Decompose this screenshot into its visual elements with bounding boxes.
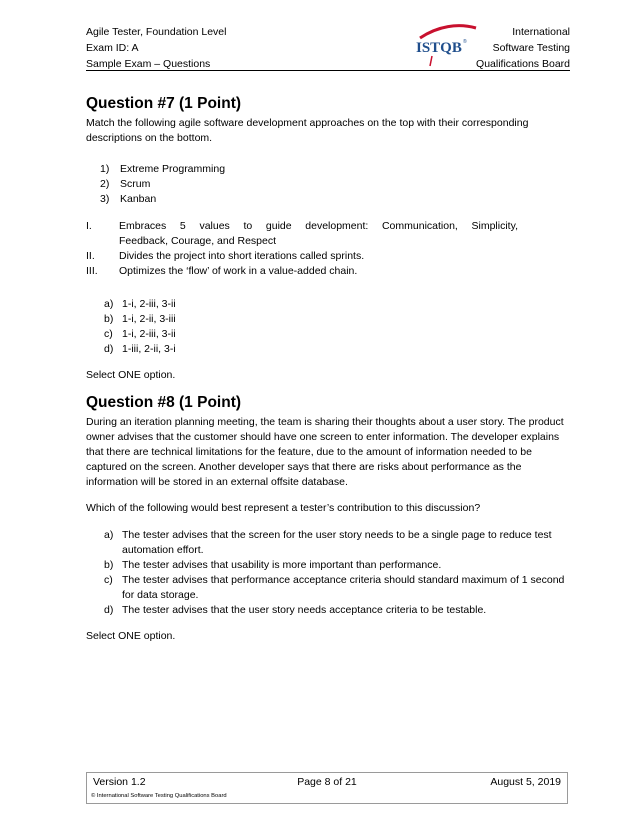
- answer-option: d) 1-iii, 2-ii, 3-i: [104, 343, 176, 355]
- q8-options: [86, 528, 570, 618]
- list-item: I. Embraces 5 values to guide development: Communication, Simplicity,: [86, 220, 518, 232]
- page-header: [86, 24, 570, 70]
- list-item-continuation: Feedback, Courage, and Respect: [119, 235, 277, 247]
- footer-page-number: Page 8 of 21: [297, 776, 357, 788]
- header-doc-type: Sample Exam – Questions: [86, 58, 211, 70]
- header-org-line-1: International: [512, 26, 570, 38]
- answer-option: b) 1-i, 2-ii, 3-iii: [104, 313, 176, 325]
- footer-version: Version 1.2: [93, 776, 146, 788]
- q8-question: Which of the following would best represent a tester’s contribution to this discussion?: [86, 502, 481, 514]
- logo-text: ISTQB: [416, 40, 462, 56]
- answer-option: d) The tester advises that the user story needs acceptance criteria to be testable.: [104, 604, 487, 616]
- q7-approaches: [86, 162, 570, 207]
- header-divider: [86, 70, 570, 71]
- answer-option: a) 1-i, 2-iii, 3-ii: [104, 298, 176, 310]
- list-item: 3) Kanban: [100, 193, 157, 205]
- answer-option: a) The tester advises that the screen for the user story needs to be a single page to reduce test automation effort.: [104, 529, 552, 556]
- page-footer: [86, 772, 568, 804]
- header-right: [476, 24, 570, 72]
- istqb-logo-graphic: [410, 24, 480, 68]
- list-item: 2) Scrum: [100, 178, 151, 190]
- footer-copyright: © International Software Testing Qualifications Board: [91, 793, 227, 799]
- header-course: Agile Tester, Foundation Level: [86, 26, 227, 38]
- q7-instruction: Select ONE option.: [86, 369, 176, 381]
- answer-option: b) The tester advises that usability is more important than performance.: [104, 559, 442, 571]
- q7-options: [86, 297, 570, 357]
- svg-text:®: ®: [463, 39, 467, 45]
- answer-option: c) The tester advises that performance acceptance criteria should standard maximum of 1 second for data storage.: [104, 574, 565, 601]
- q8-scenario: During an iteration planning meeting, the team is sharing their thoughts about a user story. The product owner advises that the customer should have one screen to enter information. The developer explains that there are technical limitations for the feature, due to the amount of information needed to be captured on the screen. Another developer says that there are risks about performance as the information will be stored in an external offsite database.: [86, 416, 564, 488]
- answer-option: c) 1-i, 2-iii, 3-ii: [104, 328, 176, 340]
- q8-title: Question #8 (1 Point): [86, 394, 242, 411]
- q7-descriptions: [86, 219, 570, 279]
- istqb-logo: [410, 24, 480, 68]
- footer-date: August 5, 2019: [490, 776, 561, 788]
- q7-intro: Match the following agile software development approaches on the top with their corresponding descriptions on the bottom.: [86, 117, 529, 144]
- header-org-line-3: Qualifications Board: [476, 58, 570, 70]
- list-item: 1) Extreme Programming: [100, 163, 226, 175]
- header-left: [86, 24, 226, 72]
- list-item: III. Optimizes the ‘flow’ of work in a value-added chain.: [86, 265, 358, 277]
- header-org-line-2: Software Testing: [492, 42, 570, 54]
- q7-title: Question #7 (1 Point): [86, 95, 242, 112]
- q8-instruction: Select ONE option.: [86, 630, 176, 642]
- page-content: [86, 94, 570, 644]
- list-item: II. Divides the project into short iterations called sprints.: [86, 250, 365, 262]
- header-exam-id: Exam ID: A: [86, 42, 139, 54]
